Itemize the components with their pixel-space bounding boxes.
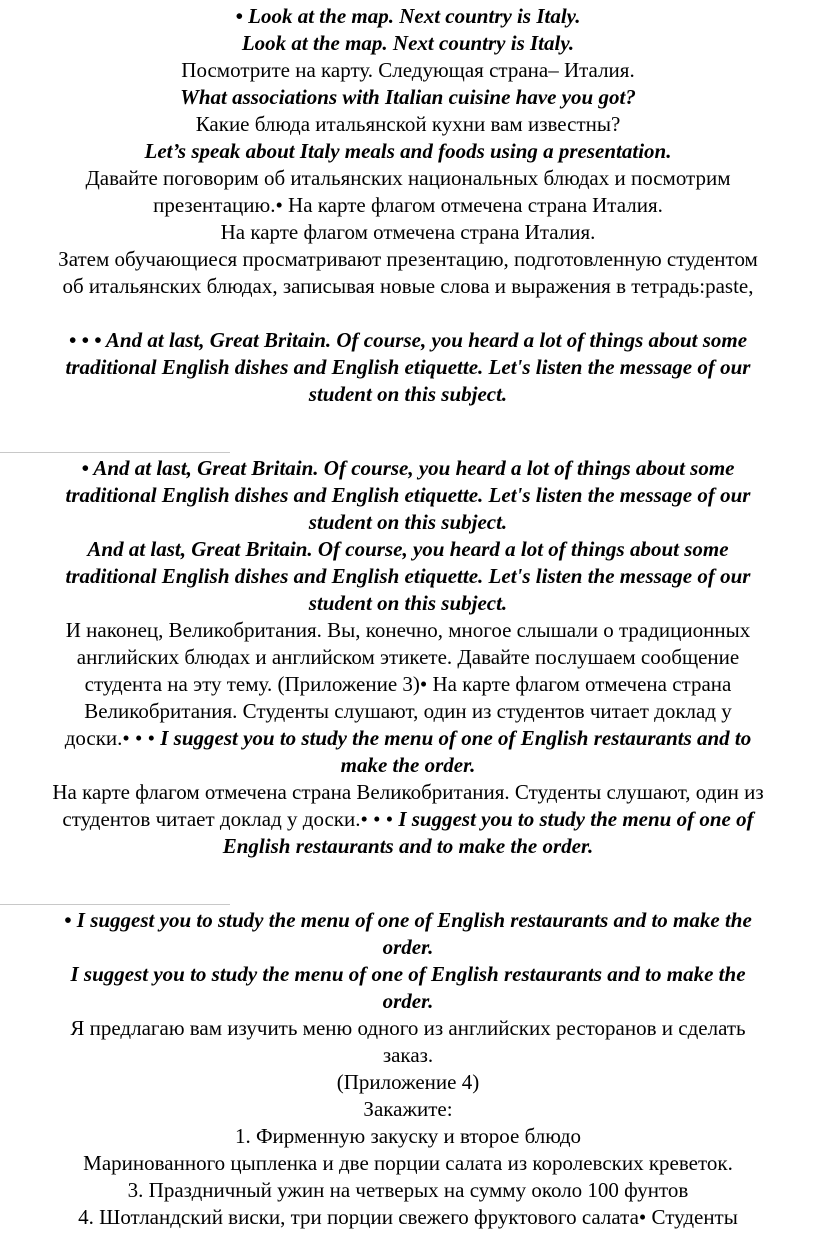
britain-translation-5 xyxy=(0,725,816,751)
appendix-4-label: (Приложение 4) xyxy=(336,1070,480,1094)
section-divider-2 xyxy=(0,904,230,905)
britain-translation-5-bold: I suggest you to study the menu of one of English restaurants and to xyxy=(160,726,752,750)
britain-translation-2: английских блюдах и английском этикете. Давайте послушаем сообщение xyxy=(76,645,740,669)
britain-map-note-3: English restaurants and to make the order. xyxy=(222,834,594,858)
order-item-1: 1. Фирменную закуску и второе блюдо xyxy=(234,1124,582,1148)
order-item-2: Маринованного цыпленка и две порции салата из королевских креветок. xyxy=(83,1151,733,1175)
italy-presentation-translation-2: презентацию.• На карте флагом отмечена страна Италия. xyxy=(153,193,663,217)
menu-translation-1: Я предлагаю вам изучить меню одного из английских ресторанов и сделать xyxy=(70,1016,746,1040)
italy-presentation-translation-1: Давайте поговорим об итальянских национальных блюдах и посмотрим xyxy=(85,166,731,190)
britain-intro-2: traditional English dishes and English etiquette. Let's listen the message of our xyxy=(65,355,751,379)
britain-repeat-2: traditional English dishes and English etiquette. Let's listen the message of our xyxy=(65,564,751,588)
menu-translation-2: заказ. xyxy=(382,1043,434,1067)
britain-repeat-1: And at last, Great Britain. Of course, you heard a lot of things about some xyxy=(87,537,729,561)
britain-map-note-2-plain: студентов читает доклад у доски.• • • xyxy=(62,807,399,831)
italy-heading-bullet: • Look at the map. Next country is Italy. xyxy=(235,4,581,28)
britain-map-note-1: На карте флагом отмечена страна Великобритания. Студенты слушают, один из xyxy=(52,780,764,804)
menu-bullet-1: • I suggest you to study the menu of one of English restaurants and to make the xyxy=(64,908,752,932)
italy-presentation-prompt: Let’s speak about Italy meals and foods using a presentation. xyxy=(144,139,672,163)
britain-map-note-2 xyxy=(0,806,816,832)
order-heading: Закажите: xyxy=(363,1097,453,1121)
britain-translation-6: make the order. xyxy=(340,753,476,777)
italy-heading-translation: Посмотрите на карту. Следующая страна– Италия. xyxy=(181,58,635,82)
britain-translation-1: И наконец, Великобритания. Вы, конечно, многое слышали о традиционных xyxy=(65,618,751,642)
italy-students-note-2: об итальянских блюдах, записывая новые слова и выражения в тетрадь:paste, xyxy=(62,274,754,298)
italy-map-note: На карте флагом отмечена страна Италия. xyxy=(220,220,596,244)
britain-intro-1: • • • And at last, Great Britain. Of course, you heard a lot of things about some xyxy=(68,328,748,352)
italy-question-translation: Какие блюда итальянской кухни вам известны? xyxy=(195,112,621,136)
menu-repeat-2: order. xyxy=(382,989,434,1013)
italy-question: What associations with Italian cuisine have you got? xyxy=(180,85,636,109)
britain-translation-5-plain: доски.• • • xyxy=(64,726,161,750)
britain-bullet-1: • And at last, Great Britain. Of course, you heard a lot of things about some xyxy=(81,456,735,480)
menu-repeat-1: I suggest you to study the menu of one of English restaurants and to make the xyxy=(70,962,746,986)
italy-students-note-1: Затем обучающиеся просматривают презентацию, подготовленную студентом xyxy=(58,247,758,271)
order-item-4: 4. Шотландский виски, три порции свежего фруктового салата• Студенты xyxy=(78,1205,738,1229)
order-item-3: 3. Праздничный ужин на четверых на сумму около 100 фунтов xyxy=(127,1178,689,1202)
britain-repeat-3: student on this subject. xyxy=(308,591,508,615)
britain-translation-3: студента на эту тему. (Приложение 3)• На карте флагом отмечена страна xyxy=(84,672,732,696)
menu-bullet-2: order. xyxy=(382,935,434,959)
britain-map-note-2-bold: I suggest you to study the menu of one of xyxy=(398,807,754,831)
britain-intro-3: student on this subject. xyxy=(308,382,508,406)
britain-bullet-2: traditional English dishes and English etiquette. Let's listen the message of our xyxy=(65,483,751,507)
italy-heading: Look at the map. Next country is Italy. xyxy=(241,31,575,55)
section-divider xyxy=(0,452,230,453)
britain-bullet-3: student on this subject. xyxy=(308,510,508,534)
britain-translation-4: Великобритания. Студенты слушают, один из студентов читает доклад у xyxy=(84,699,732,723)
